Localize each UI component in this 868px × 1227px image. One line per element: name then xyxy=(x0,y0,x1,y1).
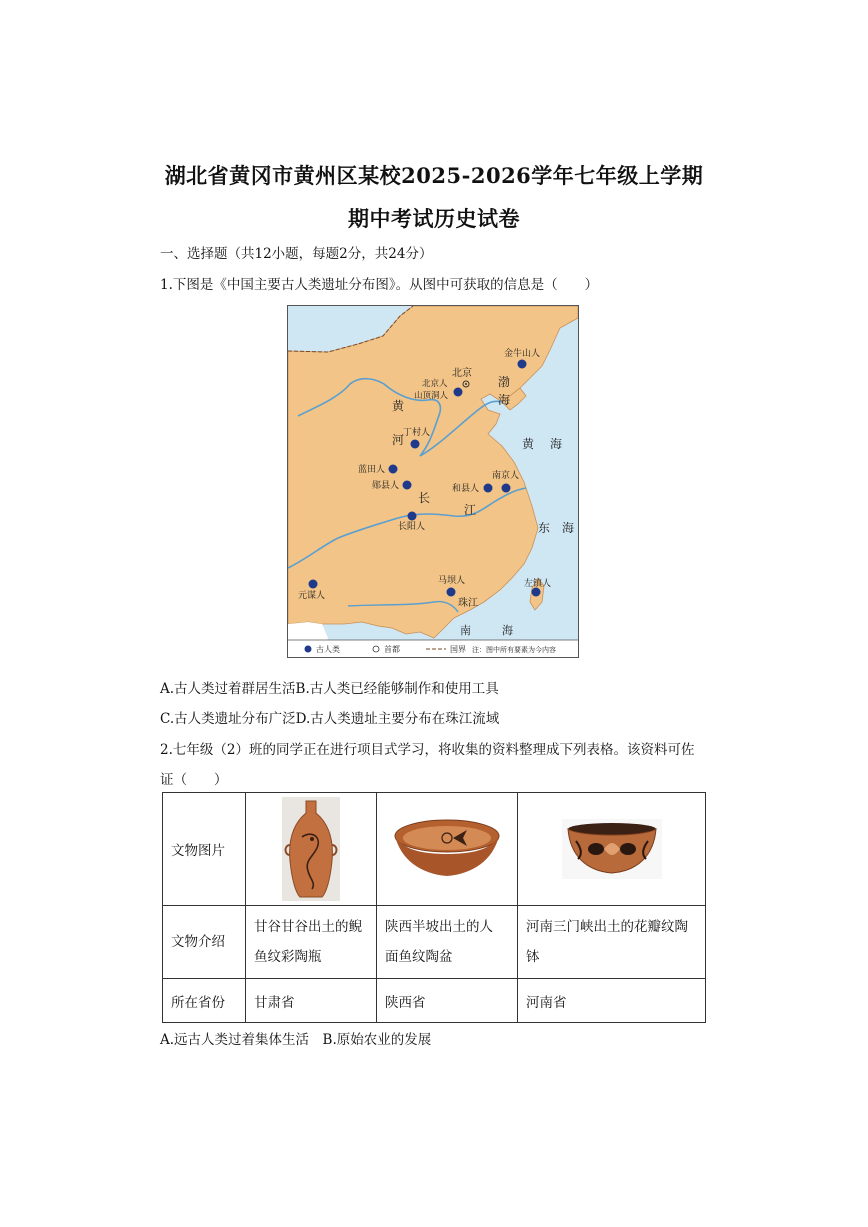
river-label: 河 xyxy=(392,433,405,447)
relic-intro-line: 鱼纹彩陶瓶 xyxy=(254,949,322,965)
sea-label: 渤 xyxy=(498,375,511,389)
fish-basin-image xyxy=(391,816,503,882)
row-header: 文物图片 xyxy=(163,793,246,906)
relic-intro-line: 面鱼纹陶盆 xyxy=(385,949,453,965)
question-1-options-ab: A.古人类过着群居生活B.古人类已经能够制作和使用工具 xyxy=(160,681,499,697)
site-marker xyxy=(502,484,511,493)
site-label: 和县人 xyxy=(452,484,480,494)
question-2-stem-line1: 2.七年级（2）班的同学正在进行项目式学习，将收集的资料整理成下列表格。该资料可佐 xyxy=(160,742,695,758)
legend-site-label: 古人类 xyxy=(316,645,340,654)
relic-intro-cell xyxy=(518,906,706,979)
sea-label: 海 xyxy=(502,624,513,637)
river-label: 长 xyxy=(418,491,431,505)
site-label: 丁村人 xyxy=(403,428,431,438)
site-label: 郧县人 xyxy=(372,481,400,491)
site-marker xyxy=(518,360,527,369)
legend-site-icon xyxy=(305,646,312,653)
table-row xyxy=(163,906,706,979)
relic-table xyxy=(162,792,706,1023)
province-cell: 陕西省 xyxy=(377,979,518,1023)
legend-capital-label: 首都 xyxy=(384,645,400,654)
exam-title-line1: 湖北省黄冈市黄州区某校2025-2026学年七年级上学期 xyxy=(164,163,704,188)
exam-title-line2: 期中考试历史试卷 xyxy=(348,206,520,231)
sea-label: 黄 xyxy=(522,437,535,451)
sea-label: 海 xyxy=(498,393,511,407)
site-marker xyxy=(389,465,398,474)
site-label: 南京人 xyxy=(492,471,520,481)
pottery-bottle-image xyxy=(282,797,340,901)
sea-label: 海 xyxy=(550,437,563,451)
relic-intro-cell xyxy=(377,906,518,979)
site-marker xyxy=(447,588,456,597)
sea-label: 南 xyxy=(460,624,471,637)
relic-intro-line: 陕西半坡出土的人 xyxy=(385,919,493,935)
site-label: 左镇人 xyxy=(524,579,552,589)
site-label: 蓝田人 xyxy=(358,465,386,475)
table-row xyxy=(163,793,706,906)
question-2-stem-line2: 证（ ） xyxy=(160,772,228,788)
ancient-sites-map xyxy=(287,305,579,658)
section-heading: 一、选择题（共12小题，每题2分，共24分） xyxy=(160,246,433,262)
table-row xyxy=(163,979,706,1023)
site-marker xyxy=(454,388,463,397)
site-label: 山顶洞人 xyxy=(414,391,449,401)
relic-intro-line: 钵 xyxy=(526,949,540,965)
site-label: 马坝人 xyxy=(438,576,466,586)
site-label: 长阳人 xyxy=(398,522,426,532)
site-label: 元谋人 xyxy=(298,591,326,601)
river-label: 黄 xyxy=(392,399,405,413)
sea-label: 海 xyxy=(562,521,575,535)
site-marker xyxy=(403,481,412,490)
site-marker xyxy=(484,484,493,493)
legend-note: 注：图中所有要素为今内容 xyxy=(472,646,556,654)
relic-image-cell xyxy=(377,793,518,906)
province-cell: 甘肃省 xyxy=(246,979,377,1023)
river-label: 江 xyxy=(464,503,477,517)
site-label: 北京人 xyxy=(422,379,448,389)
question-1-stem: 1.下图是《中国主要古人类遗址分布图》。从图中可获取的信息是（ ） xyxy=(160,277,599,293)
relic-intro-line: 河南三门峡出土的花瓣纹陶 xyxy=(526,919,688,935)
site-label: 金牛山人 xyxy=(504,349,541,359)
question-2-options-ab: A.远古人类过着集体生活 B.原始农业的发展 xyxy=(160,1032,432,1048)
site-marker xyxy=(408,512,417,521)
site-marker xyxy=(309,580,318,589)
river-label: 珠江 xyxy=(458,598,478,609)
row-header: 文物介绍 xyxy=(163,906,246,979)
sea-label: 东 xyxy=(538,521,551,535)
row-header: 所在省份 xyxy=(163,979,246,1023)
map-svg xyxy=(288,306,578,657)
relic-image-cell xyxy=(246,793,377,906)
petal-bowl-image xyxy=(562,819,662,879)
question-1-options-cd: C.古人类遗址分布广泛D.古人类遗址主要分布在珠江流域 xyxy=(160,711,500,727)
legend-border-label: 国界 xyxy=(450,645,466,654)
province-cell: 河南省 xyxy=(518,979,706,1023)
capital-label: 北京 xyxy=(452,368,472,379)
relic-intro-line: 甘谷甘谷出土的鲵 xyxy=(254,919,362,935)
site-marker xyxy=(411,440,420,449)
relic-intro-cell xyxy=(246,906,377,979)
relic-image-cell xyxy=(518,793,706,906)
capital-marker-dot xyxy=(465,383,467,385)
